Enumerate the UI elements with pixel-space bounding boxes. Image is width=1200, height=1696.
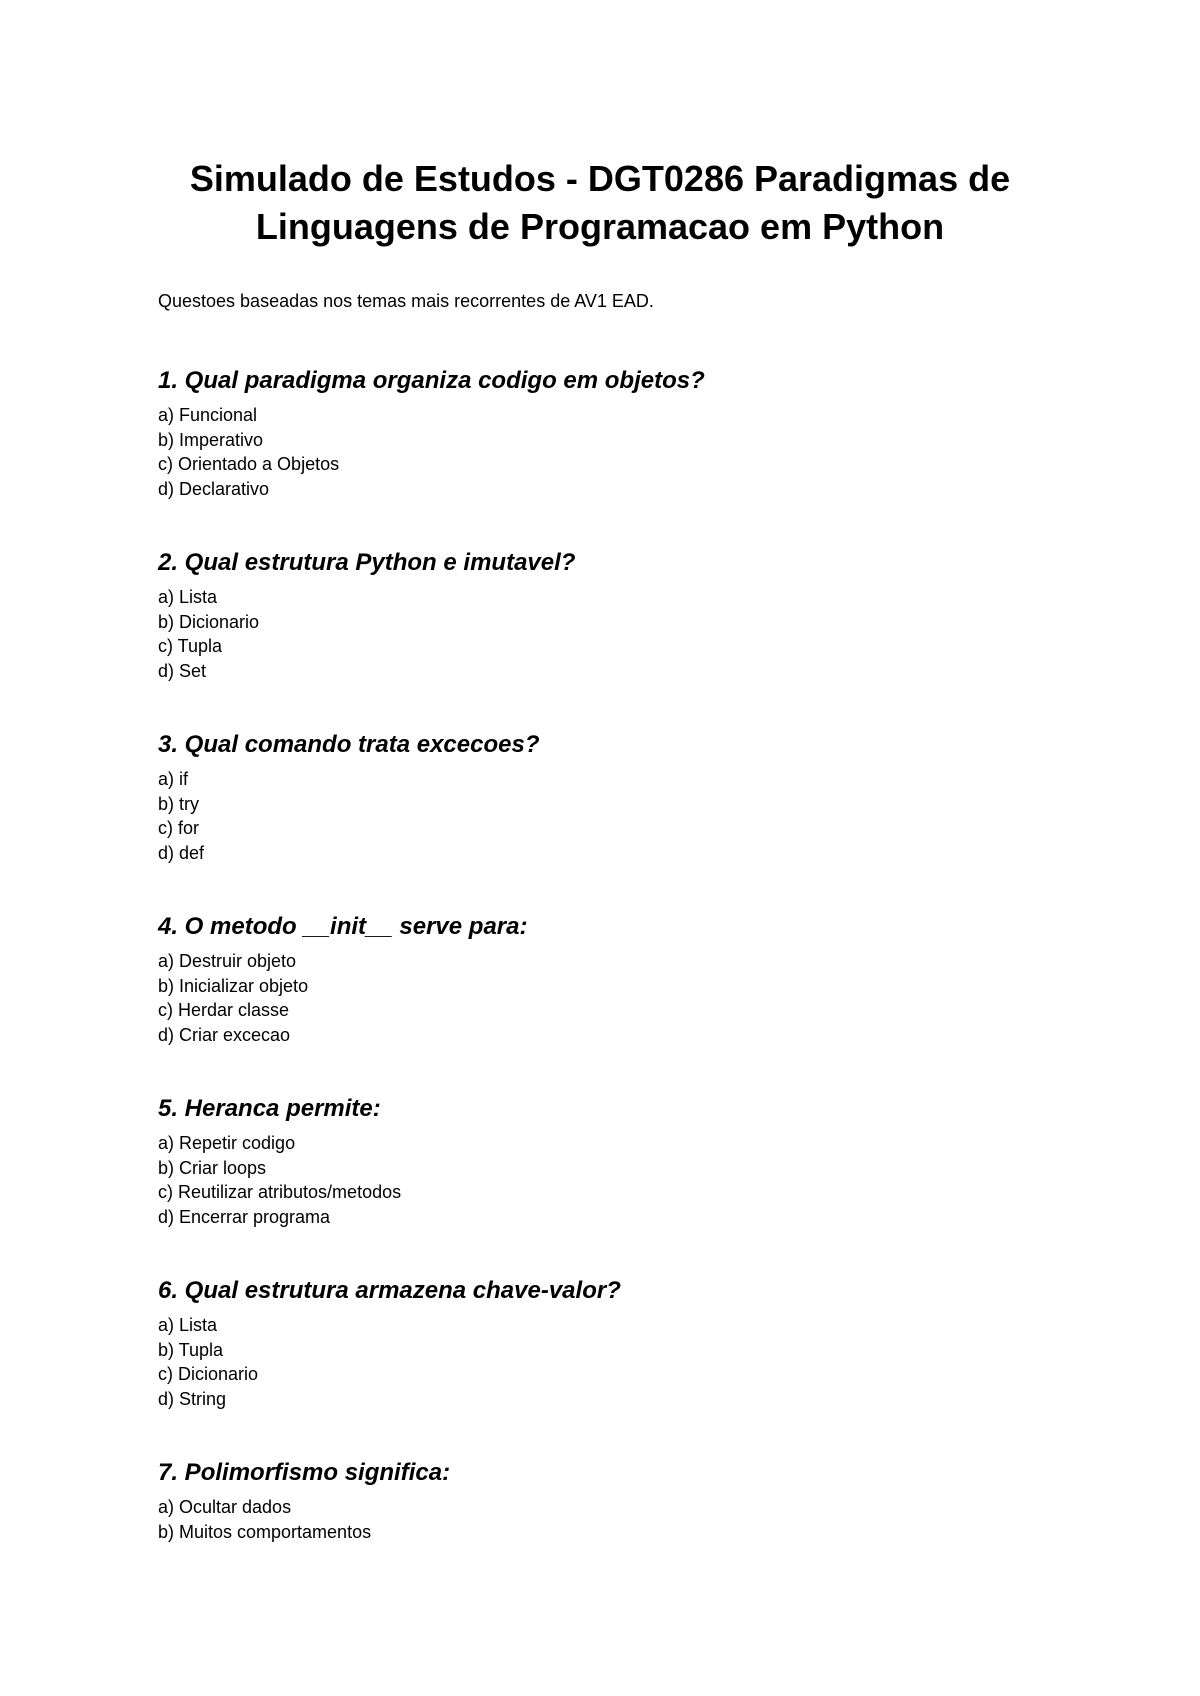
option-list: [158, 949, 1058, 1047]
question-title: 3. Qual comando trata excecoes?: [158, 731, 540, 758]
option-list: [158, 767, 1058, 865]
option-a: a) Destruir objeto: [158, 951, 297, 971]
question-6: [158, 1276, 1058, 1458]
option-d: d) Criar excecao: [158, 1024, 291, 1045]
question-list: [158, 366, 1058, 1640]
option-c: c) Herdar classe: [158, 1000, 290, 1020]
option-a: a) if: [158, 769, 189, 789]
option-b: b) Criar loops: [158, 1157, 267, 1178]
option-d: d) Declarativo: [158, 478, 270, 499]
option-a: a) Lista: [158, 587, 218, 607]
option-list: [158, 1495, 1058, 1544]
option-d: d) def: [158, 842, 205, 863]
question-2: [158, 548, 1058, 730]
option-a: a) Repetir codigo: [158, 1133, 296, 1153]
question-4: [158, 912, 1058, 1094]
option-b: b) Imperativo: [158, 429, 264, 450]
option-list: [158, 403, 1058, 501]
option-a: a) Lista: [158, 1315, 218, 1335]
question-title: 5. Heranca permite:: [158, 1095, 381, 1122]
option-c: c) Reutilizar atributos/metodos: [158, 1182, 402, 1202]
option-b: b) Dicionario: [158, 611, 260, 632]
title-line-1: Simulado de Estudos - DGT0286 Paradigmas de: [189, 158, 1011, 199]
question-1: [158, 366, 1058, 548]
question-title: 6. Qual estrutura armazena chave-valor?: [158, 1277, 621, 1304]
option-c: c) Orientado a Objetos: [158, 454, 340, 474]
question-title: 1. Qual paradigma organiza codigo em objetos?: [158, 367, 705, 394]
option-b: b) Inicializar objeto: [158, 975, 309, 996]
document-subtitle: Questoes baseadas nos temas mais recorrentes de AV1 EAD.: [158, 291, 654, 311]
option-b: b) try: [158, 793, 200, 814]
option-list: [158, 1131, 1058, 1229]
question-3: [158, 730, 1058, 912]
title-line-2: Linguagens de Programacao em Python: [255, 206, 945, 247]
question-5: [158, 1094, 1058, 1276]
option-d: d) String: [158, 1388, 227, 1409]
question-7: [158, 1458, 1058, 1640]
option-b: b) Tupla: [158, 1339, 224, 1360]
option-d: d) Encerrar programa: [158, 1206, 331, 1227]
option-a: a) Funcional: [158, 405, 258, 425]
question-title: 7. Polimorfismo significa:: [158, 1459, 451, 1486]
option-a: a) Ocultar dados: [158, 1497, 292, 1517]
question-title: 2. Qual estrutura Python e imutavel?: [158, 549, 576, 576]
option-c: c) for: [158, 818, 200, 838]
option-c: c) Tupla: [158, 636, 223, 656]
question-title: 4. O metodo __init__ serve para:: [158, 913, 528, 940]
option-list: [158, 585, 1058, 683]
option-d: d) Set: [158, 660, 207, 681]
option-c: c) Dicionario: [158, 1364, 259, 1384]
option-list: [158, 1313, 1058, 1411]
option-b: b) Muitos comportamentos: [158, 1521, 372, 1542]
document-title: [140, 155, 1060, 251]
